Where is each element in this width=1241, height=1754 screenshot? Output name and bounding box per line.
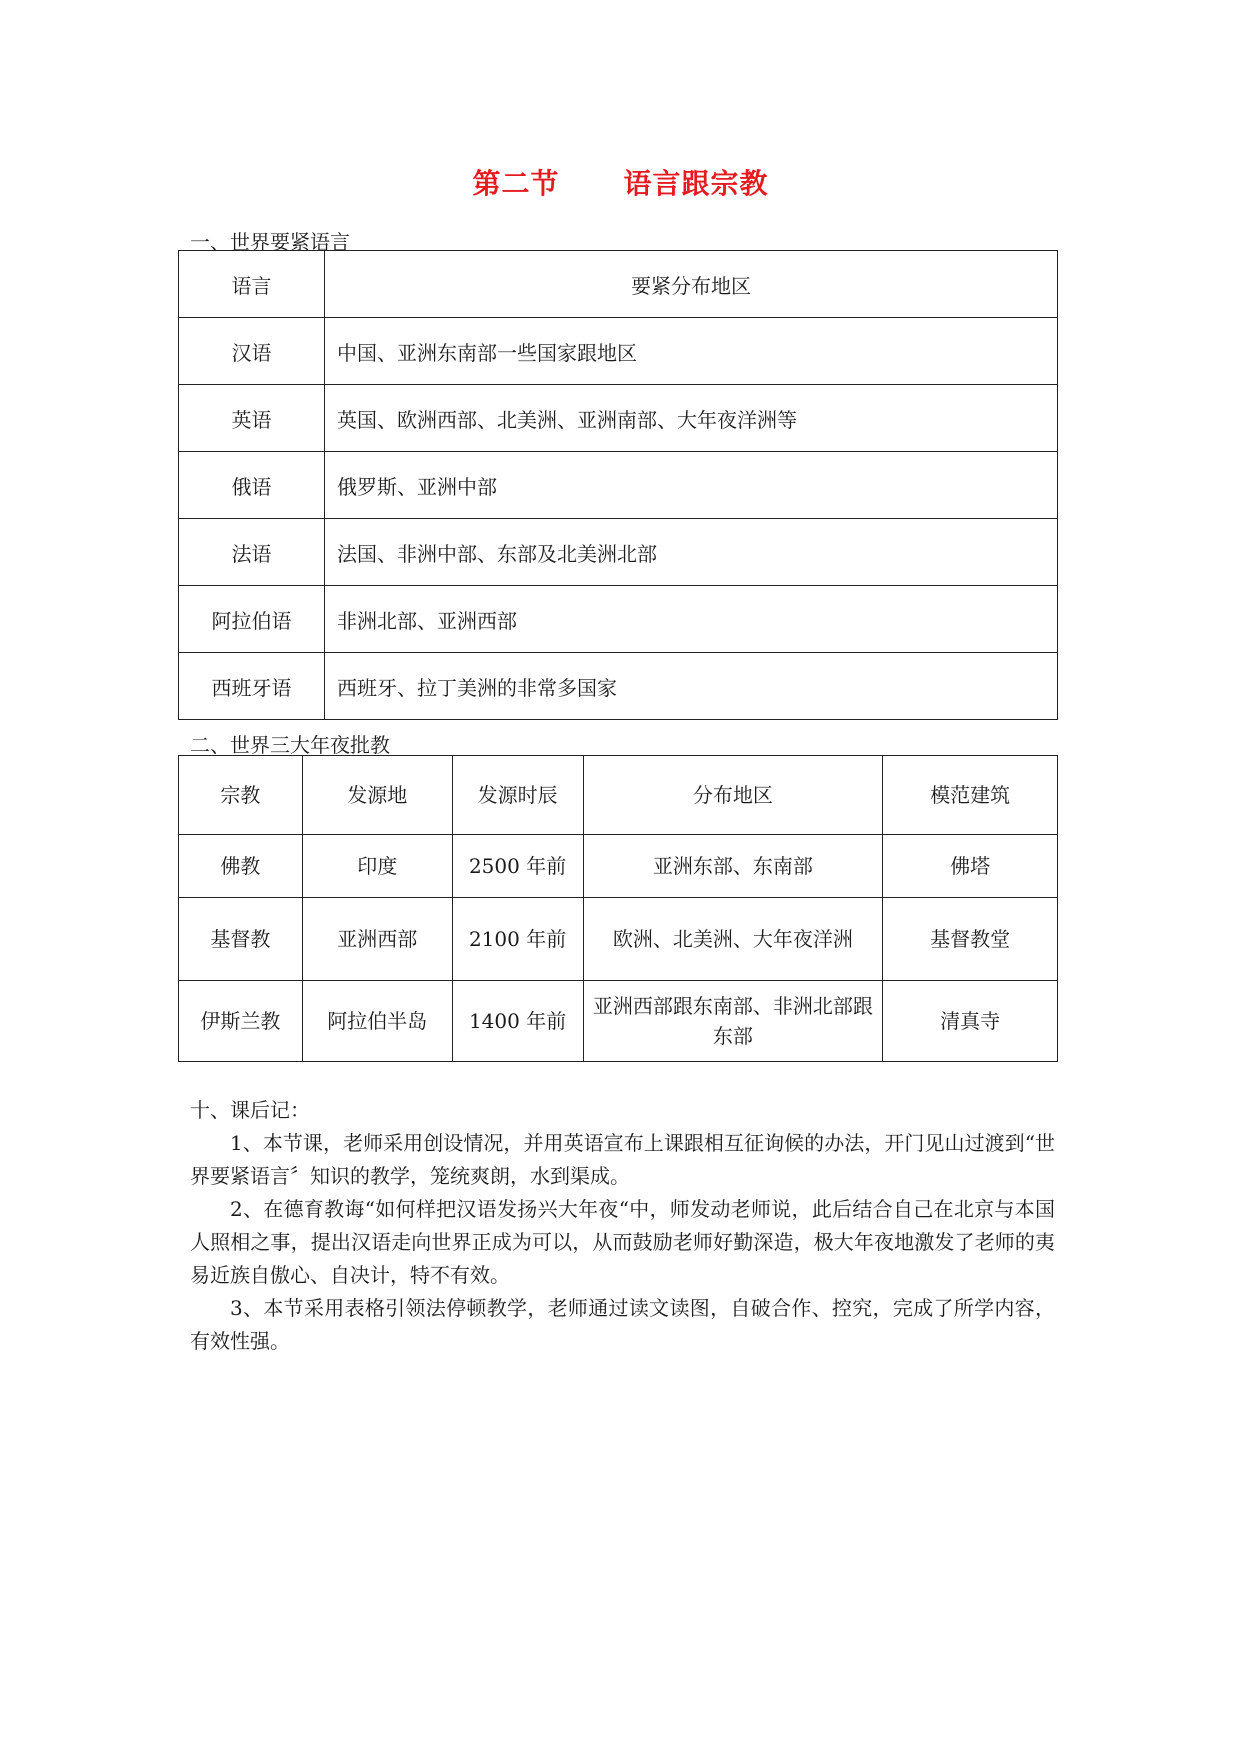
table-row xyxy=(179,981,1058,1062)
notes-paragraph: 2、在德育教诲“如何样把汉语发扬兴大年夜“中，师发动老师说，此后结合自己在北京与本国人照相之事，提出汉语走向世界正成为可以，从而鼓励老师好勤深造，极大年夜地激发了老师的夷易近族自傲心、自决计，特不有效。 xyxy=(190,1197,1055,1287)
region-cell: 俄罗斯、亚洲中部 xyxy=(325,452,1058,519)
distribution-cell: 亚洲西部跟东南部、非洲北部跟东部 xyxy=(583,981,883,1062)
region-cell: 英国、欧洲西部、北美洲、亚洲南部、大年夜洋洲等 xyxy=(325,385,1058,452)
language-cell: 俄语 xyxy=(179,452,325,519)
origin-cell: 阿拉伯半岛 xyxy=(302,981,452,1062)
section2-heading: 二、世界三大年夜批教 xyxy=(190,733,390,757)
language-cell: 法语 xyxy=(179,519,325,586)
table-row xyxy=(179,385,1058,452)
table-row xyxy=(179,519,1058,586)
notes-paragraph: 3、本节采用表格引领法停顿教学，老师通过读文读图，自破合作、控究，完成了所学内容，有效性强。 xyxy=(190,1296,1055,1353)
header-cell: 分布地区 xyxy=(583,756,883,835)
table-row xyxy=(179,653,1058,720)
table-row xyxy=(179,586,1058,653)
building-cell: 佛塔 xyxy=(883,835,1058,898)
after-class-notes xyxy=(190,1094,1055,1358)
header-cell: 模范建筑 xyxy=(883,756,1058,835)
header-cell: 要紧分布地区 xyxy=(325,251,1058,318)
table-row xyxy=(179,318,1058,385)
notes-heading: 十、课后记： xyxy=(190,1098,310,1122)
language-cell: 阿拉伯语 xyxy=(179,586,325,653)
title-section-number: 第二节 xyxy=(472,167,560,200)
notes-paragraph: 1、本节课，老师采用创设情况，并用英语宣布上课跟相互征询候的办法，开门见山过渡到“世界要紧语言〞知识的教学，笼统爽朗，水到渠成。 xyxy=(190,1131,1055,1188)
header-cell: 发源地 xyxy=(302,756,452,835)
header-cell: 发源时辰 xyxy=(452,756,583,835)
table-row xyxy=(179,898,1058,981)
religions-table xyxy=(178,755,1058,1062)
table-row xyxy=(179,835,1058,898)
region-cell: 西班牙、拉丁美洲的非常多国家 xyxy=(325,653,1058,720)
region-cell: 法国、非洲中部、东部及北美洲北部 xyxy=(325,519,1058,586)
table-header-row xyxy=(179,756,1058,835)
building-cell: 基督教堂 xyxy=(883,898,1058,981)
language-cell: 西班牙语 xyxy=(179,653,325,720)
religion-cell: 佛教 xyxy=(179,835,303,898)
table-header-row xyxy=(179,251,1058,318)
origin-time-cell: 1400 年前 xyxy=(452,981,583,1062)
header-cell: 语言 xyxy=(179,251,325,318)
table-row xyxy=(179,452,1058,519)
language-cell: 汉语 xyxy=(179,318,325,385)
distribution-cell: 欧洲、北美洲、大年夜洋洲 xyxy=(583,898,883,981)
region-cell: 中国、亚洲东南部一些国家跟地区 xyxy=(325,318,1058,385)
building-cell: 清真寺 xyxy=(883,981,1058,1062)
title-topic: 语言跟宗教 xyxy=(623,167,769,200)
section1-heading: 一、世界要紧语言 xyxy=(190,230,350,254)
religion-cell: 伊斯兰教 xyxy=(179,981,303,1062)
origin-time-cell: 2100 年前 xyxy=(452,898,583,981)
region-cell: 非洲北部、亚洲西部 xyxy=(325,586,1058,653)
languages-table xyxy=(178,250,1058,720)
language-cell: 英语 xyxy=(179,385,325,452)
page-title xyxy=(0,162,1241,202)
distribution-cell: 亚洲东部、东南部 xyxy=(583,835,883,898)
origin-time-cell: 2500 年前 xyxy=(452,835,583,898)
header-cell: 宗教 xyxy=(179,756,303,835)
origin-cell: 印度 xyxy=(302,835,452,898)
origin-cell: 亚洲西部 xyxy=(302,898,452,981)
religion-cell: 基督教 xyxy=(179,898,303,981)
